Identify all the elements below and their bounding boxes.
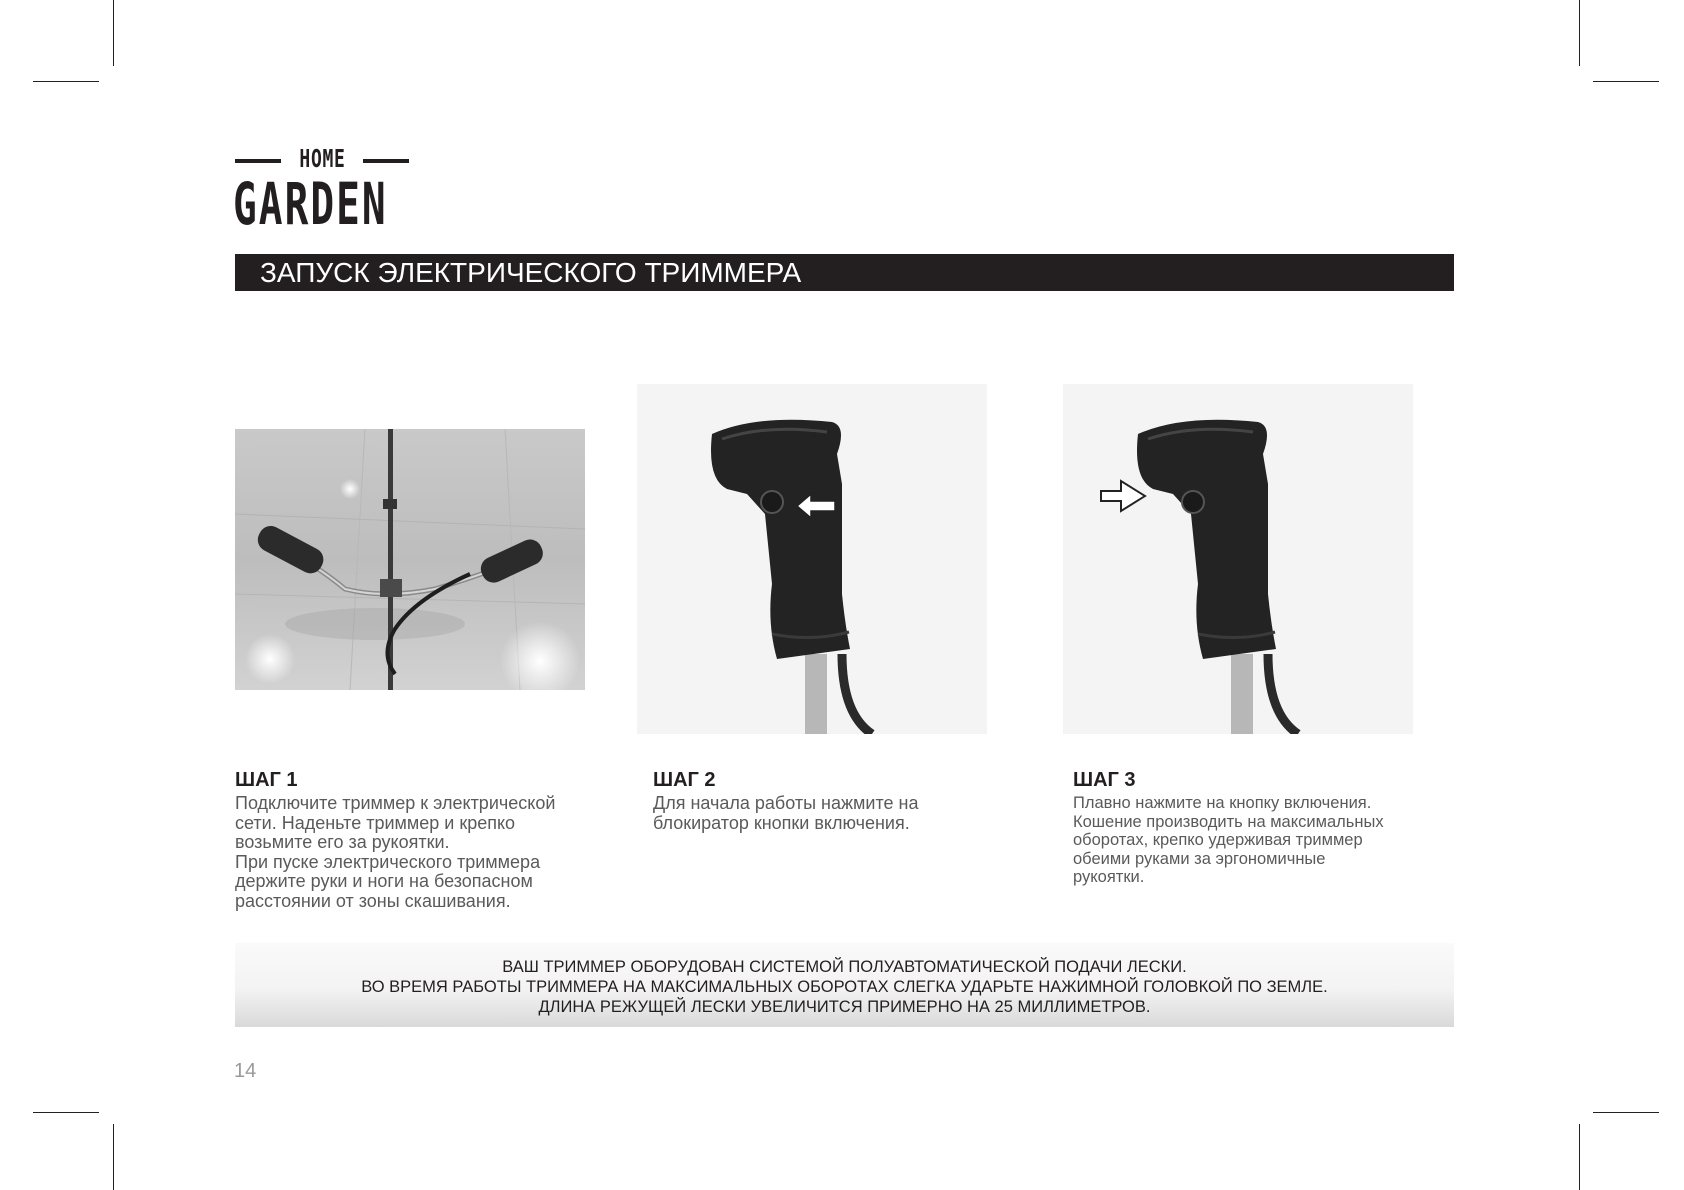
page-number: 14 [234,1060,257,1082]
line-feed-notice [235,943,1454,1027]
logo-rule-left [235,159,281,163]
crop-mark [113,0,114,66]
logo-rule-right [363,159,409,163]
crop-mark [33,1112,99,1113]
step-2-heading: ШАГ 2 [653,769,716,791]
crop-mark [1593,81,1659,82]
crop-mark [1593,1112,1659,1113]
step-2-text: Для начала работы нажмите на блокиратор кнопки включения. [653,793,919,833]
brand-logo [233,142,410,238]
trimmer-handlebar-photo [235,429,585,690]
crop-mark [113,1124,114,1190]
logo-home-text: HOME [299,144,346,173]
notice-line: ВО ВРЕМЯ РАБОТЫ ТРИММЕРА НА МАКСИМАЛЬНЫХ ОБОРОТАХ СЛЕГКА УДАРЬТЕ НАЖИМНОЙ ГОЛОВКОЙ ПО ЗЕМЛЕ. [361,978,1328,996]
grip-lock-button-image [637,384,987,734]
step-3-text: Плавно нажмите на кнопку включения. Кошение производить на максимальных оборотах, крепко удерживая триммер обеими руками за эргономичные рукоятки. [1073,794,1384,886]
crop-mark [33,81,99,82]
step-1-text: Подключите триммер к электрической сети. Наденьте триммер и крепко возьмите его за рукоятки. При пуске электрического триммера держите руки и ноги на безопасном расстоянии от зоны скашивания. [235,793,556,911]
step-3-heading: ШАГ 3 [1073,769,1136,791]
step-2 [653,768,1013,833]
crop-mark [1579,1124,1580,1190]
notice-line: ВАШ ТРИММЕР ОБОРУДОВАН СИСТЕМОЙ ПОЛУАВТОМАТИЧЕСКОЙ ПОДАЧИ ЛЕСКИ. [502,958,1187,976]
notice-line: ДЛИНА РЕЖУЩЕЙ ЛЕСКИ УВЕЛИЧИТСЯ ПРИМЕРНО НА 25 МИЛЛИМЕТРОВ. [538,998,1151,1016]
logo-garden-text: GARDEN [233,170,388,238]
grip-trigger-image [1063,384,1413,734]
step-1-heading: ШАГ 1 [235,769,298,791]
section-title: ЗАПУСК ЭЛЕКТРИЧЕСКОГО ТРИММЕРА [235,254,1454,291]
crop-mark [1579,0,1580,66]
step-1 [235,768,615,911]
step-3 [1073,768,1453,887]
